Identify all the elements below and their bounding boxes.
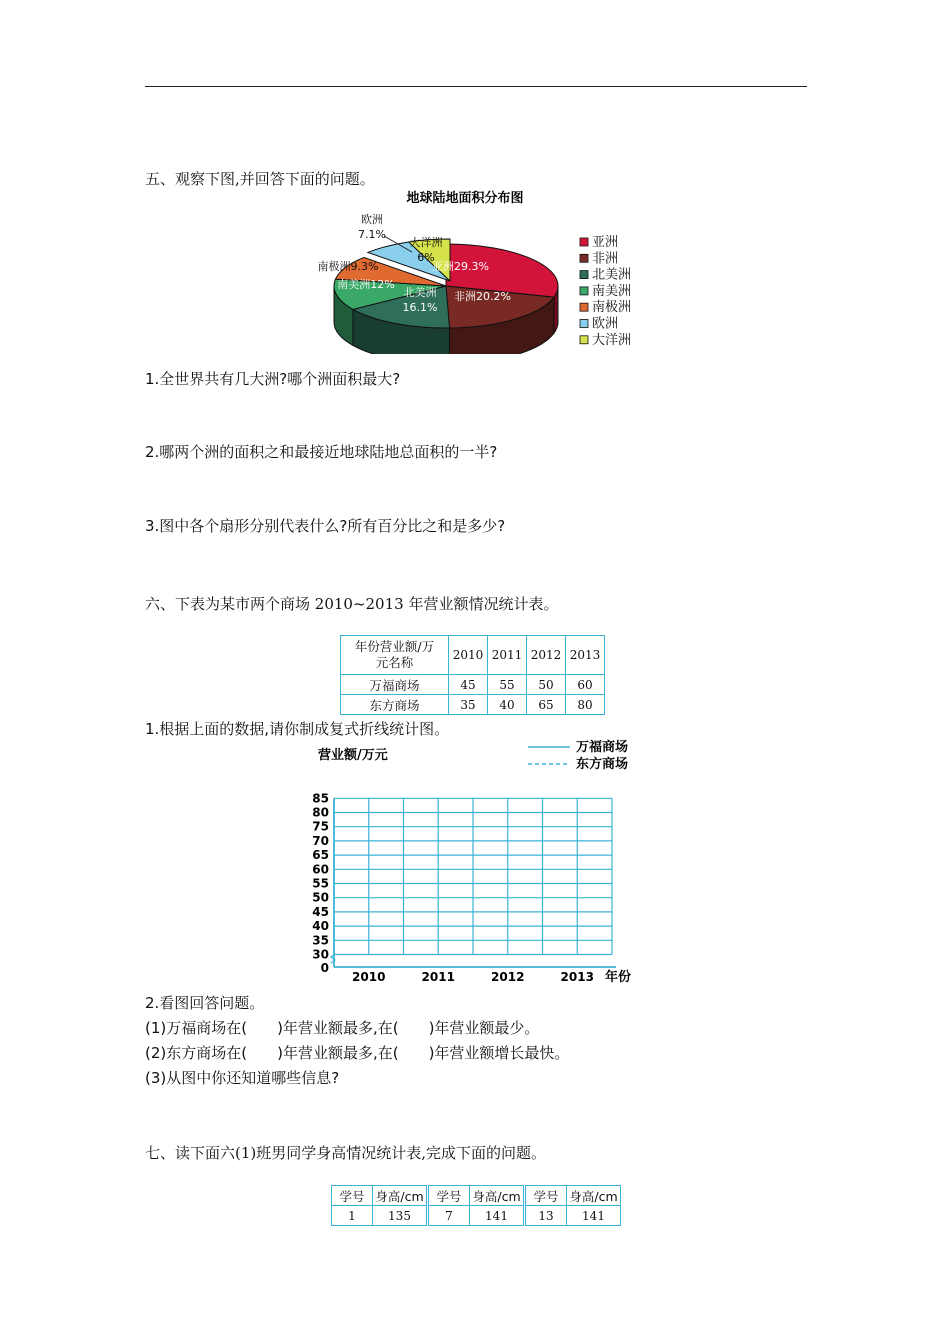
y-axis-label: 营业额/万元 (318, 748, 388, 763)
table-cell: 45 (449, 675, 488, 695)
section6-sub-3: (3)从图中你还知道哪些信息? (145, 1069, 340, 1087)
table-cell: 50 (527, 675, 566, 695)
table-cell: 55 (488, 675, 527, 695)
table-cell: 60 (566, 675, 605, 695)
year-header: 2011 (488, 636, 527, 675)
pie-legend (580, 235, 631, 348)
x-tick-label: 2013 (560, 970, 594, 984)
legend-item-0: 亚洲 (592, 235, 619, 250)
legend-swatch-3 (580, 287, 588, 295)
table-cell: 65 (527, 695, 566, 715)
header-cell: 身高/cm (373, 1186, 428, 1206)
table-cell: 7 (428, 1206, 470, 1226)
header-cell: 学号 (525, 1186, 567, 1206)
table-header-row (332, 1186, 621, 1206)
section7-heading: 七、读下面六(1)班男同学身高情况统计表,完成下面的问题。 (145, 1144, 547, 1162)
table-cell: 135 (373, 1206, 428, 1226)
y-tick-label: 55 (312, 876, 329, 891)
x-axis-label: 年份 (605, 970, 632, 985)
section5-question-2: 2.哪两个洲的面积之和最接近地球陆地总面积的一半? (145, 443, 498, 461)
store-name: 东方商场 (341, 695, 449, 715)
year-header: 2010 (449, 636, 488, 675)
section6-sub-2: (2)东方商场在( )年营业额最多,在( )年营业额增长最快。 (145, 1044, 570, 1062)
height-table (331, 1185, 621, 1226)
pie-label-0: 亚洲29.3% (432, 260, 489, 273)
y-tick-label: 70 (312, 833, 329, 848)
header-cell: 身高/cm (567, 1186, 621, 1206)
grid (331, 798, 616, 967)
store-name: 万福商场 (341, 675, 449, 695)
y-tick-label: 50 (312, 890, 329, 905)
legend-item-1: 非洲 (592, 251, 619, 267)
header-cell: 学号 (332, 1186, 373, 1206)
table-cell: 40 (488, 695, 527, 715)
table-row (332, 1206, 621, 1226)
table-row (341, 675, 605, 695)
table-cell: 80 (566, 695, 605, 715)
y-tick-label: 65 (312, 848, 329, 863)
y-tick-label: 45 (312, 904, 329, 919)
pie-label-5-name: 欧洲 (361, 213, 383, 226)
year-header: 2013 (566, 636, 605, 675)
header-rule (145, 86, 807, 87)
pie-chart (300, 186, 660, 354)
y-tick-label: 30 (312, 947, 329, 962)
y-tick-label: 85 (312, 791, 329, 806)
sales-table (340, 635, 605, 715)
table-cell: 141 (470, 1206, 525, 1226)
year-header: 2012 (527, 636, 566, 675)
legend-swatch-0 (580, 238, 588, 246)
y-tick-label: 40 (312, 919, 329, 934)
legend-swatch-6 (580, 336, 588, 344)
legend-item-2: 北美洲 (592, 267, 632, 283)
legend-item-4: 南极洲 (592, 300, 632, 316)
y-tick-label: 75 (312, 819, 329, 834)
corner-line-2: 元名称 (375, 655, 414, 670)
legend-swatch-1 (580, 254, 588, 262)
legend-item-5: 欧洲 (592, 316, 619, 332)
legend-swatch-2 (580, 271, 588, 279)
section5-question-3: 3.图中各个扇形分别代表什么?所有百分比之和是多少? (145, 517, 506, 535)
section6-question-1: 1.根据上面的数据,请你制成复式折线统计图。 (145, 720, 450, 738)
section5-heading: 五、观察下图,并回答下面的问题。 (145, 170, 375, 188)
header-cell: 学号 (428, 1186, 470, 1206)
table-cell: 1 (332, 1206, 373, 1226)
y-tick-label: 35 (312, 933, 329, 948)
pie-label-6-name: 大洋洲 (409, 236, 443, 249)
pie-label-2-name: 北美洲 (403, 286, 437, 299)
legend-swatch-5 (580, 320, 588, 328)
x-tick-label: 2010 (352, 970, 386, 984)
line-chart-grid (300, 735, 650, 990)
legend-swatch-4 (580, 303, 588, 311)
header-cell: 身高/cm (470, 1186, 525, 1206)
legend-label-1: 万福商场 (576, 740, 629, 755)
table-header-row (341, 636, 605, 675)
table-cell: 141 (567, 1206, 621, 1226)
y-tick-labels (312, 791, 329, 975)
legend-label-2: 东方商场 (576, 757, 629, 772)
corner-line-1: 年份营业额/万 (354, 639, 435, 654)
pie-label-5-value: 7.1% (358, 228, 386, 241)
table-cell: 35 (449, 695, 488, 715)
legend-item-6: 大洋洲 (592, 332, 632, 348)
pie-label-1: 非洲20.2% (454, 290, 511, 303)
y-tick-label: 0 (320, 961, 329, 975)
pie-label-3: 南美洲12% (337, 278, 395, 291)
pie-label-6-value: 6% (417, 251, 435, 264)
section6-heading: 六、下表为某市两个商场 2010~2013 年营业额情况统计表。 (145, 595, 559, 613)
section6-sub-1: (1)万福商场在( )年营业额最多,在( )年营业额最少。 (145, 1019, 540, 1037)
pie-label-2-value: 16.1% (402, 301, 438, 314)
table-corner-cell (341, 636, 449, 675)
y-tick-label: 60 (312, 862, 329, 877)
pie-label-4: 南极洲9.3% (317, 260, 379, 273)
section5-question-1: 1.全世界共有几大洲?哪个洲面积最大? (145, 370, 401, 388)
legend-item-3: 南美洲 (592, 283, 632, 299)
pie-title: 地球陆地面积分布图 (406, 191, 524, 206)
section6-question-2: 2.看图回答问题。 (145, 994, 265, 1012)
x-tick-labels (352, 970, 594, 984)
table-cell: 13 (525, 1206, 567, 1226)
x-tick-label: 2011 (421, 970, 455, 984)
table-row (341, 695, 605, 715)
x-tick-label: 2012 (491, 970, 525, 984)
y-tick-label: 80 (312, 805, 329, 820)
